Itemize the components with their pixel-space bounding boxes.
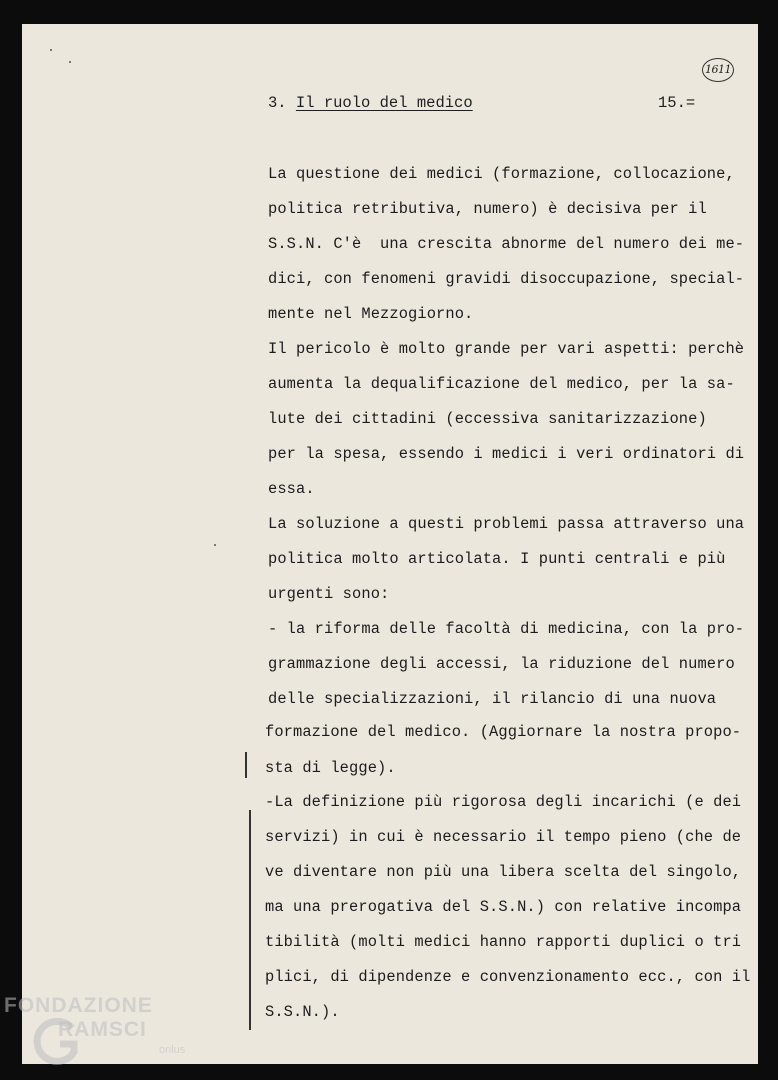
text-line: aumenta la dequalificazione del medico, per la sa-: [268, 375, 735, 393]
text-line: formazione del medico. (Aggiornare la nostra propo-: [265, 723, 742, 741]
text-line: delle specializzazioni, il rilancio di una nuova: [268, 690, 717, 708]
text-line: sta di legge).: [265, 759, 396, 777]
section-number: 3.: [268, 94, 287, 112]
watermark-line3: onlus: [159, 1044, 186, 1056]
text-line: S.S.N. C'è una crescita abnorme del numero dei me-: [268, 235, 745, 253]
text-line: - la riforma delle facoltà di medicina, con la pro-: [268, 620, 745, 638]
text-line: La soluzione a questi problemi passa attraverso una: [268, 515, 745, 533]
text-line: per la spesa, essendo i medici i veri ordinatori di: [268, 445, 745, 463]
text-line: dici, con fenomeni gravidi disoccupazione, special-: [268, 270, 745, 288]
text-line: lute dei cittadini (eccessiva sanitarizzazione): [268, 410, 707, 428]
text-line: La questione dei medici (formazione, collocazione,: [268, 165, 735, 183]
text-line: servizi) in cui è necessario il tempo pieno (che de: [265, 828, 742, 846]
watermark-logo: [4, 994, 204, 1074]
watermark-line2: RAMSCI: [58, 1018, 147, 1041]
text-line: plici, di dipendenze e convenzionamento ecc., con il: [265, 968, 751, 986]
text-line: politica retributiva, numero) è decisiva per il: [268, 200, 707, 218]
text-line: mente nel Mezzogiorno.: [268, 305, 474, 323]
text-line: urgenti sono:: [268, 585, 390, 603]
text-line: grammazione degli accessi, la riduzione del numero: [268, 655, 735, 673]
text-line: Il pericolo è molto grande per vari aspetti: perchè: [268, 340, 745, 358]
margin-mark: [249, 810, 251, 1030]
text-line: essa.: [268, 480, 315, 498]
text-line: ve diventare non più una libera scelta del singolo,: [265, 863, 742, 881]
text-line: politica molto articolata. I punti centrali e più: [268, 550, 726, 568]
page-number: 15.=: [658, 94, 696, 112]
watermark-line1: FONDAZIONE: [4, 994, 153, 1017]
text-line: S.S.N.).: [265, 1003, 340, 1021]
text-line: ma una prerogativa del S.S.N.) con relative incompa: [265, 898, 742, 916]
margin-mark: [245, 752, 247, 778]
archive-stamp: 1611: [702, 58, 734, 82]
section-heading: [268, 94, 473, 112]
paper-speck: [69, 61, 71, 63]
text-line: tibilità (molti medici hanno rapporti duplici o tri: [265, 933, 742, 951]
section-title: Il ruolo del medico: [295, 94, 473, 112]
text-line: -La definizione più rigorosa degli incarichi (e dei: [265, 793, 742, 811]
paper-speck: [50, 49, 52, 51]
paper-speck: [214, 544, 216, 546]
